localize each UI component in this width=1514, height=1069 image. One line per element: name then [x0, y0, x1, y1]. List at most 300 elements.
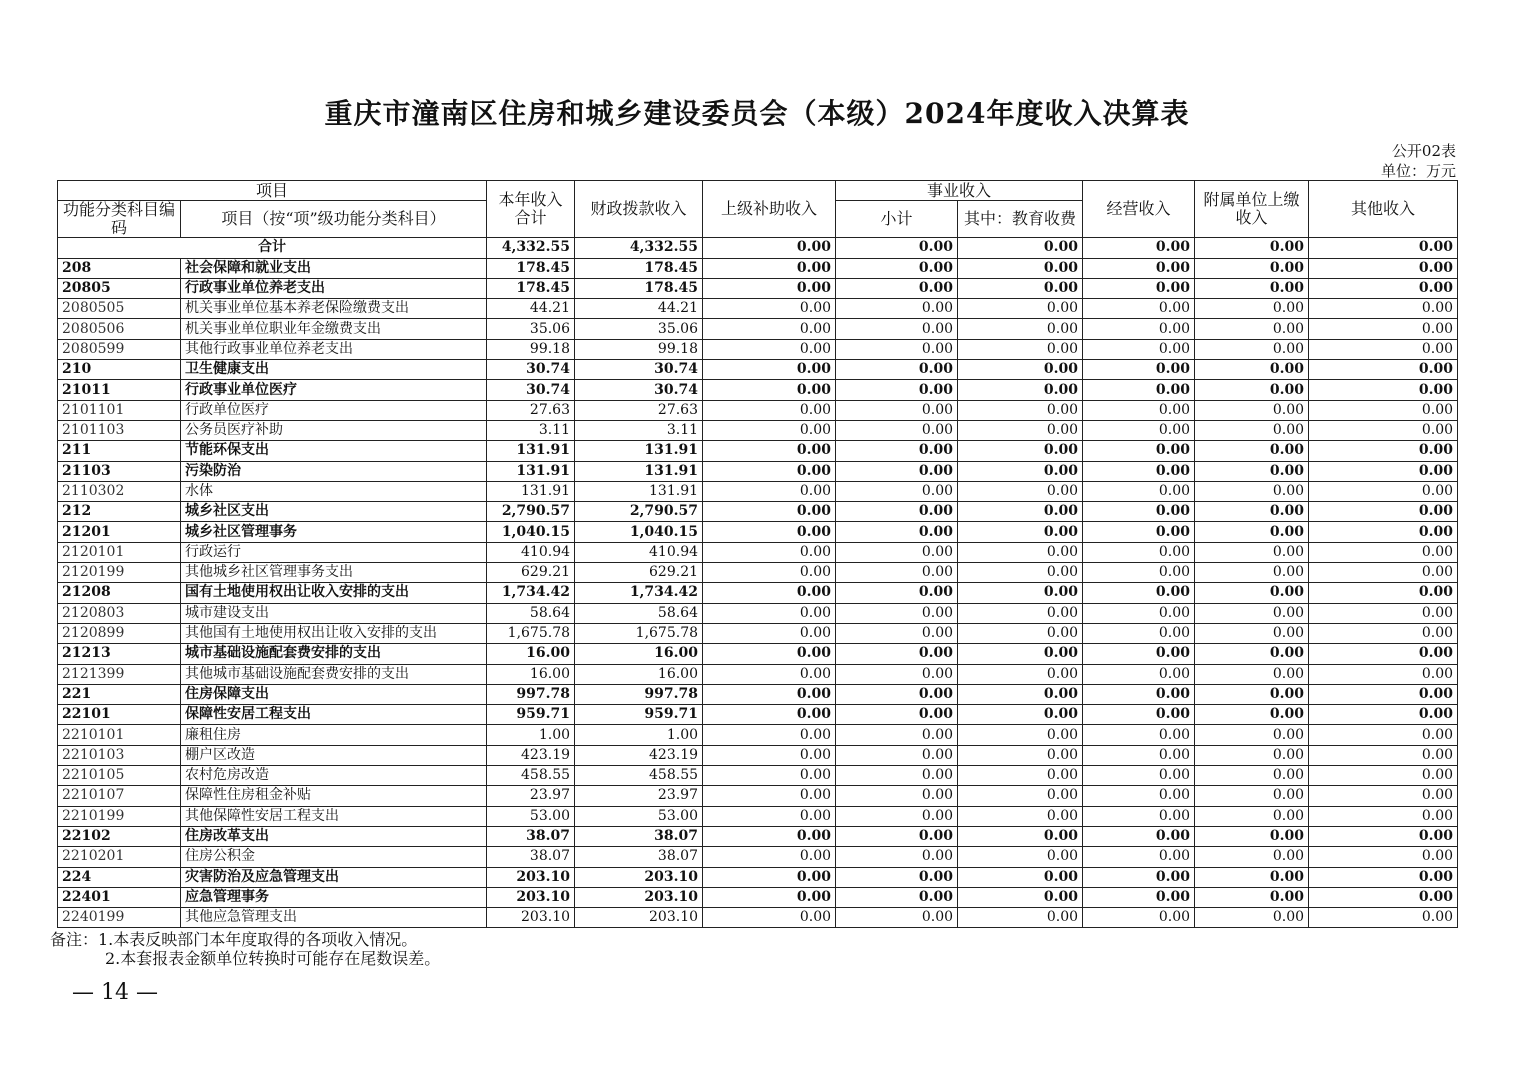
table-row: [58, 725, 1458, 745]
row-value: 997.78: [575, 684, 703, 704]
table-row: [58, 847, 1458, 867]
row-value: 0.00: [1083, 623, 1195, 643]
row-value: 0.00: [703, 299, 836, 319]
row-value: 0.00: [1309, 380, 1458, 400]
row-value: 0.00: [1309, 745, 1458, 765]
table-row: [58, 603, 1458, 623]
row-value: 53.00: [487, 806, 575, 826]
row-value: 0.00: [958, 563, 1083, 583]
row-name: 保障性安居工程支出: [181, 705, 487, 725]
row-value: 0.00: [958, 908, 1083, 928]
row-value: 16.00: [487, 644, 575, 664]
row-value: 58.64: [487, 603, 575, 623]
row-code: 2210105: [58, 766, 181, 786]
row-value: 1.00: [487, 725, 575, 745]
row-value: 0.00: [1309, 583, 1458, 603]
row-value: 0.00: [836, 705, 958, 725]
row-value: 131.91: [575, 481, 703, 501]
row-value: 38.07: [487, 826, 575, 846]
row-value: 0.00: [836, 806, 958, 826]
row-value: 27.63: [487, 400, 575, 420]
row-name: 其他城乡社区管理事务支出: [181, 563, 487, 583]
row-value: 203.10: [487, 908, 575, 928]
row-value: 0.00: [1195, 339, 1309, 359]
table-row: [58, 887, 1458, 907]
business-subtotal-header: 小计: [836, 201, 958, 238]
total-value: 4,332.55: [487, 238, 575, 258]
table-row: [58, 420, 1458, 440]
row-name: 机关事业单位职业年金缴费支出: [181, 319, 487, 339]
row-value: 0.00: [1309, 786, 1458, 806]
row-name: 住房改革支出: [181, 826, 487, 846]
total-value: 0.00: [703, 238, 836, 258]
total-value: 0.00: [836, 238, 958, 258]
row-value: 23.97: [487, 786, 575, 806]
row-code: 211: [58, 441, 181, 461]
row-value: 458.55: [487, 766, 575, 786]
row-value: 0.00: [958, 847, 1083, 867]
row-value: 0.00: [1083, 867, 1195, 887]
row-value: 0.00: [703, 826, 836, 846]
row-code: 21103: [58, 461, 181, 481]
row-value: 27.63: [575, 400, 703, 420]
row-value: 0.00: [1083, 847, 1195, 867]
row-value: 0.00: [836, 786, 958, 806]
row-value: 458.55: [575, 766, 703, 786]
unit-label: 单位：万元: [1380, 162, 1456, 180]
row-value: 178.45: [487, 258, 575, 278]
row-value: 2,790.57: [575, 502, 703, 522]
row-value: 0.00: [1083, 400, 1195, 420]
row-value: 0.00: [836, 441, 958, 461]
row-value: 0.00: [836, 563, 958, 583]
row-value: 0.00: [958, 684, 1083, 704]
row-value: 0.00: [1083, 278, 1195, 298]
row-value: 0.00: [958, 583, 1083, 603]
row-value: 0.00: [1195, 867, 1309, 887]
row-value: 44.21: [487, 299, 575, 319]
row-value: 0.00: [1309, 908, 1458, 928]
row-name: 灾害防治及应急管理支出: [181, 867, 487, 887]
code-header: 功能分类科目编码: [58, 201, 181, 238]
row-value: 0.00: [958, 461, 1083, 481]
total-value: 0.00: [1309, 238, 1458, 258]
row-value: 3.11: [487, 420, 575, 440]
row-value: 0.00: [958, 705, 1083, 725]
row-value: 0.00: [1309, 826, 1458, 846]
row-name: 住房保障支出: [181, 684, 487, 704]
row-name: 城乡社区支出: [181, 502, 487, 522]
row-value: 0.00: [703, 644, 836, 664]
row-value: 0.00: [703, 705, 836, 725]
row-value: 0.00: [1309, 644, 1458, 664]
row-value: 0.00: [1083, 481, 1195, 501]
table-row: [58, 339, 1458, 359]
row-value: 0.00: [1083, 786, 1195, 806]
row-code: 2121399: [58, 664, 181, 684]
table-row: [58, 542, 1458, 562]
row-value: 0.00: [1083, 360, 1195, 380]
row-value: 0.00: [1195, 278, 1309, 298]
row-value: 131.91: [487, 481, 575, 501]
row-code: 20805: [58, 278, 181, 298]
row-value: 0.00: [703, 725, 836, 745]
row-value: 0.00: [1195, 563, 1309, 583]
row-name: 保障性住房租金补贴: [181, 786, 487, 806]
row-value: 0.00: [958, 867, 1083, 887]
other-header: 其他收入: [1309, 181, 1458, 238]
table-row: [58, 461, 1458, 481]
row-value: 0.00: [1083, 705, 1195, 725]
row-value: 0.00: [1083, 563, 1195, 583]
row-code: 2210101: [58, 725, 181, 745]
name-header: 项目（按“项”级功能分类科目）: [181, 201, 487, 238]
row-name: 住房公积金: [181, 847, 487, 867]
row-value: 0.00: [1083, 806, 1195, 826]
table-row: [58, 502, 1458, 522]
row-value: 0.00: [958, 766, 1083, 786]
row-value: 23.97: [575, 786, 703, 806]
row-value: 30.74: [575, 360, 703, 380]
table-row: [58, 664, 1458, 684]
row-value: 0.00: [1309, 299, 1458, 319]
row-code: 21208: [58, 583, 181, 603]
total-value: 0.00: [958, 238, 1083, 258]
row-value: 0.00: [1309, 522, 1458, 542]
row-value: 0.00: [1083, 766, 1195, 786]
row-code: 22401: [58, 887, 181, 907]
business-group-header: 事业收入: [836, 181, 1083, 201]
row-value: 0.00: [1083, 502, 1195, 522]
row-value: 0.00: [836, 847, 958, 867]
row-value: 0.00: [958, 664, 1083, 684]
row-value: 0.00: [703, 461, 836, 481]
affiliated-header: 附属单位上缴收入: [1195, 181, 1309, 238]
row-value: 0.00: [703, 542, 836, 562]
row-value: 0.00: [1195, 766, 1309, 786]
table-row: [58, 867, 1458, 887]
table-row: [58, 786, 1458, 806]
fiscal-header: 财政拨款收入: [575, 181, 703, 238]
row-name: 其他行政事业单位养老支出: [181, 339, 487, 359]
row-value: 0.00: [1083, 684, 1195, 704]
row-value: 178.45: [575, 258, 703, 278]
row-value: 131.91: [575, 461, 703, 481]
row-value: 0.00: [836, 644, 958, 664]
row-value: 0.00: [1309, 400, 1458, 420]
row-name: 污染防治: [181, 461, 487, 481]
row-value: 1,675.78: [487, 623, 575, 643]
row-value: 0.00: [1309, 847, 1458, 867]
form-number: 公开02表: [1391, 142, 1456, 160]
row-value: 35.06: [487, 319, 575, 339]
business-edu-header: 其中：教育收费: [958, 201, 1083, 238]
table-body: [58, 238, 1458, 928]
row-value: 0.00: [1195, 705, 1309, 725]
row-value: 0.00: [1309, 623, 1458, 643]
row-value: 0.00: [703, 400, 836, 420]
row-value: 0.00: [1309, 542, 1458, 562]
row-name: 行政单位医疗: [181, 400, 487, 420]
table-row: [58, 826, 1458, 846]
row-value: 0.00: [1083, 583, 1195, 603]
table-row: [58, 583, 1458, 603]
row-code: 2210103: [58, 745, 181, 765]
row-value: 0.00: [703, 481, 836, 501]
row-value: 203.10: [575, 887, 703, 907]
row-value: 0.00: [1195, 360, 1309, 380]
row-code: 2120101: [58, 542, 181, 562]
row-value: 0.00: [1195, 684, 1309, 704]
row-value: 0.00: [1309, 481, 1458, 501]
table-row: [58, 319, 1458, 339]
table-row: [58, 766, 1458, 786]
row-value: 0.00: [836, 664, 958, 684]
row-value: 410.94: [487, 542, 575, 562]
row-value: 0.00: [958, 806, 1083, 826]
row-value: 0.00: [958, 299, 1083, 319]
row-value: 0.00: [836, 278, 958, 298]
row-value: 131.91: [487, 441, 575, 461]
row-name: 棚户区改造: [181, 745, 487, 765]
row-value: 30.74: [487, 360, 575, 380]
row-value: 0.00: [1195, 542, 1309, 562]
row-value: 16.00: [487, 664, 575, 684]
row-name: 行政事业单位养老支出: [181, 278, 487, 298]
row-value: 0.00: [703, 603, 836, 623]
row-value: 99.18: [487, 339, 575, 359]
row-name: 公务员医疗补助: [181, 420, 487, 440]
row-value: 0.00: [1309, 461, 1458, 481]
annual-total-header: 本年收入合计: [487, 181, 575, 238]
row-value: 0.00: [1309, 563, 1458, 583]
row-value: 38.07: [575, 826, 703, 846]
row-value: 0.00: [1083, 826, 1195, 846]
row-value: 0.00: [1195, 623, 1309, 643]
row-value: 0.00: [836, 542, 958, 562]
row-value: 0.00: [1083, 258, 1195, 278]
project-group-header: 项目: [58, 181, 487, 201]
income-table: [57, 180, 1458, 928]
row-value: 0.00: [1195, 908, 1309, 928]
total-value: 0.00: [1195, 238, 1309, 258]
row-value: 0.00: [1309, 258, 1458, 278]
row-name: 卫生健康支出: [181, 360, 487, 380]
row-value: 131.91: [575, 441, 703, 461]
row-value: 0.00: [1195, 725, 1309, 745]
row-value: 0.00: [1083, 319, 1195, 339]
row-value: 0.00: [836, 867, 958, 887]
row-value: 0.00: [836, 258, 958, 278]
table-row: [58, 360, 1458, 380]
row-value: 0.00: [1309, 867, 1458, 887]
row-value: 3.11: [575, 420, 703, 440]
row-value: 0.00: [958, 786, 1083, 806]
row-value: 0.00: [1195, 522, 1309, 542]
row-value: 0.00: [1083, 299, 1195, 319]
row-value: 0.00: [1195, 299, 1309, 319]
row-code: 2120803: [58, 603, 181, 623]
row-value: 0.00: [1083, 644, 1195, 664]
row-name: 城乡社区管理事务: [181, 522, 487, 542]
row-name: 社会保障和就业支出: [181, 258, 487, 278]
row-value: 178.45: [487, 278, 575, 298]
row-value: 0.00: [703, 684, 836, 704]
row-value: 203.10: [487, 887, 575, 907]
row-value: 0.00: [836, 583, 958, 603]
page-title: 重庆市潼南区住房和城乡建设委员会（本级）2024年度收入决算表: [324, 97, 1190, 130]
row-value: 0.00: [1195, 319, 1309, 339]
row-code: 221: [58, 684, 181, 704]
row-value: 38.07: [487, 847, 575, 867]
row-code: 2210107: [58, 786, 181, 806]
row-value: 0.00: [958, 502, 1083, 522]
row-value: 30.74: [575, 380, 703, 400]
footnotes: [50, 930, 440, 968]
table-row: [58, 563, 1458, 583]
row-value: 0.00: [1195, 603, 1309, 623]
page-number: — 14 —: [72, 980, 158, 1005]
row-value: 0.00: [958, 380, 1083, 400]
row-value: 0.00: [836, 360, 958, 380]
row-value: 0.00: [958, 826, 1083, 846]
row-value: 0.00: [703, 420, 836, 440]
row-value: 0.00: [1309, 705, 1458, 725]
row-value: 203.10: [575, 908, 703, 928]
row-value: 0.00: [958, 319, 1083, 339]
row-value: 0.00: [703, 806, 836, 826]
table-row: [58, 522, 1458, 542]
row-code: 208: [58, 258, 181, 278]
table-row: [58, 684, 1458, 704]
row-value: 0.00: [1195, 847, 1309, 867]
row-name: 应急管理事务: [181, 887, 487, 907]
row-value: 0.00: [703, 766, 836, 786]
row-code: 2240199: [58, 908, 181, 928]
row-value: 0.00: [1309, 684, 1458, 704]
row-value: 0.00: [958, 522, 1083, 542]
row-value: 0.00: [958, 360, 1083, 380]
row-value: 0.00: [1309, 360, 1458, 380]
row-value: 0.00: [836, 725, 958, 745]
row-value: 0.00: [836, 481, 958, 501]
row-code: 2210201: [58, 847, 181, 867]
row-value: 0.00: [703, 502, 836, 522]
row-code: 2101103: [58, 420, 181, 440]
row-name: 节能环保支出: [181, 441, 487, 461]
row-code: 2101101: [58, 400, 181, 420]
row-code: 2120899: [58, 623, 181, 643]
row-code: 22102: [58, 826, 181, 846]
row-value: 0.00: [703, 319, 836, 339]
row-value: 38.07: [575, 847, 703, 867]
row-value: 0.00: [703, 847, 836, 867]
row-value: 0.00: [836, 380, 958, 400]
table-row: [58, 380, 1458, 400]
row-value: 0.00: [703, 563, 836, 583]
row-value: 629.21: [575, 563, 703, 583]
row-value: 0.00: [1195, 380, 1309, 400]
row-name: 其他城市基础设施配套费安排的支出: [181, 664, 487, 684]
table-row: [58, 400, 1458, 420]
row-code: 21011: [58, 380, 181, 400]
table-row: [58, 258, 1458, 278]
row-value: 0.00: [958, 481, 1083, 501]
row-value: 1,675.78: [575, 623, 703, 643]
row-value: 35.06: [575, 319, 703, 339]
row-value: 0.00: [958, 603, 1083, 623]
row-value: 0.00: [1309, 441, 1458, 461]
row-value: 99.18: [575, 339, 703, 359]
row-value: 0.00: [1195, 441, 1309, 461]
row-value: 0.00: [836, 745, 958, 765]
row-value: 0.00: [1083, 522, 1195, 542]
row-value: 0.00: [958, 400, 1083, 420]
row-value: 16.00: [575, 664, 703, 684]
row-code: 212: [58, 502, 181, 522]
row-code: 224: [58, 867, 181, 887]
row-code: 2110302: [58, 481, 181, 501]
table-row: [58, 278, 1458, 298]
row-value: 1,040.15: [487, 522, 575, 542]
row-name: 机关事业单位基本养老保险缴费支出: [181, 299, 487, 319]
footnote-2: 2.本套报表金额单位转换时可能存在尾数误差。: [105, 949, 441, 968]
row-value: 0.00: [958, 258, 1083, 278]
row-value: 0.00: [703, 664, 836, 684]
row-value: 0.00: [1195, 481, 1309, 501]
row-value: 0.00: [958, 278, 1083, 298]
row-value: 0.00: [1083, 887, 1195, 907]
row-value: 0.00: [1309, 664, 1458, 684]
row-value: 0.00: [703, 278, 836, 298]
row-value: 0.00: [1309, 319, 1458, 339]
row-code: 2080506: [58, 319, 181, 339]
row-name: 农村危房改造: [181, 766, 487, 786]
row-value: 0.00: [1083, 542, 1195, 562]
table-row: [58, 705, 1458, 725]
row-value: 410.94: [575, 542, 703, 562]
row-value: 1,040.15: [575, 522, 703, 542]
row-code: 2120199: [58, 563, 181, 583]
row-value: 0.00: [703, 380, 836, 400]
row-value: 0.00: [1309, 766, 1458, 786]
row-value: 53.00: [575, 806, 703, 826]
footnote-1: 备注：1.本表反映部门本年度取得的各项收入情况。: [50, 930, 418, 949]
table-row: [58, 806, 1458, 826]
table-row: [58, 623, 1458, 643]
row-value: 0.00: [703, 360, 836, 380]
operating-header: 经营收入: [1083, 181, 1195, 238]
row-value: 44.21: [575, 299, 703, 319]
row-value: 203.10: [575, 867, 703, 887]
row-value: 0.00: [1309, 603, 1458, 623]
row-value: 1.00: [575, 725, 703, 745]
row-value: 131.91: [487, 461, 575, 481]
row-value: 0.00: [836, 766, 958, 786]
row-value: 0.00: [836, 420, 958, 440]
row-value: 0.00: [703, 522, 836, 542]
row-value: 0.00: [1309, 887, 1458, 907]
row-value: 58.64: [575, 603, 703, 623]
row-value: 0.00: [1195, 826, 1309, 846]
row-value: 0.00: [958, 745, 1083, 765]
row-name: 行政事业单位医疗: [181, 380, 487, 400]
row-name: 其他国有土地使用权出让收入安排的支出: [181, 623, 487, 643]
row-value: 0.00: [836, 339, 958, 359]
superior-subsidy-header: 上级补助收入: [703, 181, 836, 238]
row-value: 0.00: [1083, 441, 1195, 461]
row-name: 其他应急管理支出: [181, 908, 487, 928]
